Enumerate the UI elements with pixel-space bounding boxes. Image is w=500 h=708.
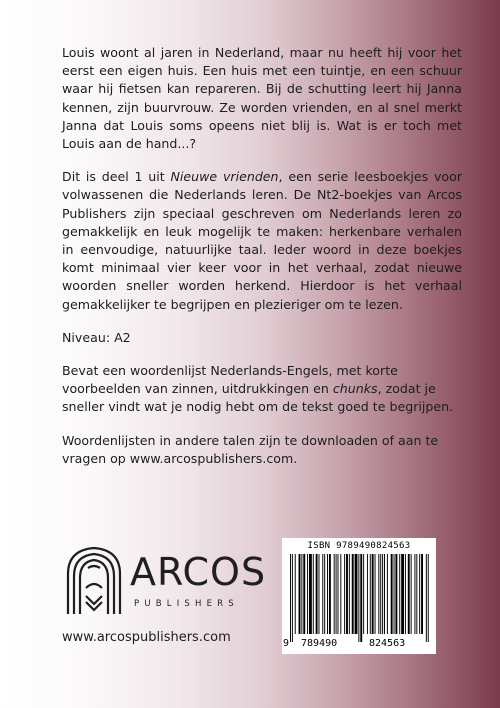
barcode-digits-left: 789490	[301, 638, 338, 649]
glossary-text-2: , zodat je sneller vindt wat je nodig hebt om de tekst goed te begrijpen.	[62, 381, 454, 415]
download-paragraph	[62, 432, 462, 468]
publisher-logo	[64, 544, 267, 616]
glossary-text-1: Bevat een woordenlijst Nederlands-Engels, met korte voorbeelden van zinnen, uitdrukkingen en	[62, 363, 398, 397]
blurb-text-block	[62, 44, 462, 483]
synopsis-text: Louis woont al jaren in Nederland, maar nu heeft hij voor het eerst een eigen huis. Een huis met een tuintje, en een schuur waar hij fietsen kan repareren. Bij de schutting leert hij Janna kennen, zijn buurvrouw. Ze worden vrienden, en al snel merkt Janna dat Louis soms opeens niet blij is. Wat is er toch met Louis aan de hand...?	[62, 45, 462, 152]
isbn-label: ISBN 9789490824563	[307, 541, 411, 551]
glossary-chunks-term: chunks	[332, 381, 378, 397]
series-text-1: Dit is deel 1 uit	[62, 169, 171, 185]
series-title: Nieuwe vrienden	[170, 169, 279, 185]
barcode-digits-right: 824563	[369, 638, 406, 649]
series-text-2: , een serie leesboekjes voor volwassenen die Nederlands leren. De Nt2-boekjes van Arcos Publishers zijn speciaal geschreven om Nederlands leren zo gemakkelijk en leuk mogelijk te maken: herkenbare verhalen in eenvoudige, natuurlijke taal. Ieder woord in deze boekjes komt minimaal vier keer voor in het verhaal, zodat nieuwe woorden sneller worden herkend. Hierdoor is het verhaal gemakkelijker te begrijpen en plezieriger om te lezen.	[62, 169, 462, 312]
publisher-name: ARCOS	[130, 550, 267, 594]
series-paragraph	[62, 168, 462, 314]
arch-emblem-icon	[64, 544, 124, 616]
download-text: Woordenlijsten in andere talen zijn te downloaden of aan te vragen op www.arcospublishers.com.	[62, 432, 439, 466]
publisher-subtitle: PUBLISHERS	[134, 599, 239, 609]
level-paragraph	[62, 329, 462, 347]
barcode-digit-first: 9	[283, 638, 290, 649]
isbn-barcode	[282, 538, 436, 654]
publisher-website: www.arcospublishers.com	[62, 630, 231, 645]
barcode-bars	[288, 554, 430, 642]
synopsis-paragraph	[62, 44, 462, 153]
level-text: Niveau: A2	[62, 329, 131, 345]
glossary-paragraph	[62, 362, 462, 417]
